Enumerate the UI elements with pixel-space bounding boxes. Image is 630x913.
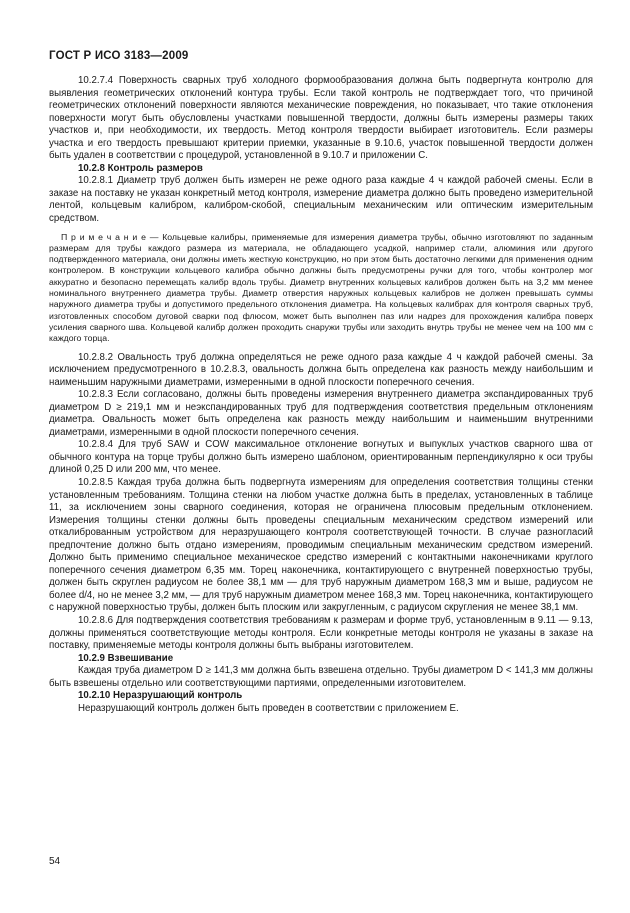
clause-10-2-7-4: 10.2.7.4 Поверхность сварных труб холодного формообразования должна быть подвергнута контролю для выявления геометрических отклонений контура трубы. Если такой контроль не подтверждает того, что причиной геометрических отклонений поверхности являются механические повреждения, но показывает, что такие отклонения поверхности могут быть обусловлены участками повышенной твердости, должны быть измерены размеры таких участков и, при необходимости, их твердость. Метод контроля твердости выбирает изготовитель. Если размеры участка и его твердость превышают критерии приемки, указанные в 9.10.6, участок повышенной твердости должен быть удален в соответствии с процедурой, установленной в 9.10.7 и приложении С. <box>49 75 593 162</box>
note-paragraph: П р и м е ч а н и е — Кольцевые калибры, применяемые для измерения диаметра трубы, обычно изготовляют по заданным размерам для трубы каждого размера из материала, не обладающего усадкой, например стали, алюминия или другого подтвержденного материала, они должны иметь жесткую конструкцию, но при этом быть достаточно легкими для применения одним контролером. В конструкции кольцевого калибра обычно должны быть предусмотрены ручки для того, чтобы контролер мог аккуратно и безопасно перемещать калибр вдоль трубы. Диаметр внутренних кольцевых калибров должен быть на 3,2 мм менее номинального внутреннего диаметра трубы. Диаметр отверстия наружных кольцевых калибров не должен превышать суммы наружного диаметра трубы и допустимого предельного отклонения диаметра. На кольцевых калибрах для контроля сварных труб, изготовленных способом дуговой сварки под флюсом, может быть выполнен паз или надрез для прохождения калибра поверх усиления сварного шва. Кольцевой калибр должен проходить снаружи трубы или заходить внутрь трубы не менее чем на 100 мм с каждого торца. <box>49 231 593 344</box>
clause-10-2-8-5: 10.2.8.5 Каждая труба должна быть подвергнута измерениям для определения соответствия толщины стенки установленным требованиям. Толщина стенки на любом участке должна быть в пределах, установленных в таблице 11, за исключением зоны сварного соединения, которая не ограничена плюсовым предельным отклонением. Измерения толщины стенки должны быть проведены специальным механическим средством измерений или откалиброванным устройством для неразрушающего контроля соответствующей точности. В случае разногласий предпочтение должно быть отдано измерениям, проводимым специальным механическим средством измерений. Должно быть применимо специальное механическое средство измерений с контактными наконечниками круглого поперечного сечения диаметром 6,35 мм. Торец наконечника, контактирующего с внутренней поверхностью трубы, должен быть скруглен радиусом не более 38,1 мм — для труб наружным диаметром 168,3 мм и выше, радиусом не более d/4, но не менее 3,2 мм, — для труб наружным диаметром менее 168,3 мм. Торец наконечника, контактирующего с наружной поверхностью трубы, должен быть плоским или закругленным, с радиусом скругления не менее 38,1 мм. <box>49 477 593 614</box>
page-number: 54 <box>49 856 61 867</box>
heading-10-2-9: 10.2.9 Взвешивание <box>78 652 174 664</box>
page-header: ГОСТ Р ИСО 3183—2009 <box>49 50 189 62</box>
clause-10-2-8-2: 10.2.8.2 Овальность труб должна определяться не реже одного раза каждые 4 ч каждой рабочей смены. За исключением предусмотренного в 10.2.8.3, овальность должна быть определена как разность между наибольшим и наименьшим наружными диаметрами, измеренными в одной плоскости поперечного сечения. <box>49 351 593 388</box>
clause-10-2-9-text: Каждая труба диаметром D ≥ 141,3 мм должна быть взвешена отдельно. Трубы диаметром D < 141,3 мм должны быть взвешены отдельно или соответствующими партиями, определенными изготовителем. <box>49 665 593 689</box>
heading-10-2-10: 10.2.10 Неразрушающий контроль <box>78 690 243 702</box>
clause-10-2-8-3: 10.2.8.3 Если согласовано, должны быть проведены измерения внутреннего диаметра экспандированных труб диаметром D ≥ 219,1 мм и неэкспандированных труб для подтверждения соответствия предельным отклонениям диаметра. Овальность может быть определена как разность между наибольшим и наименьшим внутренними диаметрами, измеренными в одной плоскости поперечного сечения. <box>49 389 593 438</box>
heading-10-2-8: 10.2.8 Контроль размеров <box>78 162 203 174</box>
clause-10-2-10-text: Неразрушающий контроль должен быть проведен в соответствии с приложением Е. <box>78 702 459 714</box>
clause-10-2-8-4: 10.2.8.4 Для труб SAW и COW максимальное отклонение вогнутых и выпуклых участков сварного шва от обычного контура на торце трубы должно быть измерено шаблоном, ориентированным перпендикулярно к оси трубы длиной 0,25 D или 200 мм, что менее. <box>49 439 593 476</box>
clause-10-2-8-6: 10.2.8.6 Для подтверждения соответствия требованиям к размерам и форме труб, установленным в 9.11 — 9.13, должны применяться соответствующие методы контроля. Если конкретные методы контроля не указаны в заказе на поставку, применяемые методы контроля должны быть выбраны изготовителем. <box>49 615 593 652</box>
clause-10-2-8-1: 10.2.8.1 Диаметр труб должен быть измерен не реже одного раза каждые 4 ч каждой рабочей смены. Если в заказе на поставку не указан конкретный метод контроля, измерение диаметра должно быть проведено измерительной лентой, кольцевым калибром, калибром-скобой, специальным механическим или оптическим измерительным средством. <box>49 175 593 225</box>
page-body <box>49 75 593 715</box>
